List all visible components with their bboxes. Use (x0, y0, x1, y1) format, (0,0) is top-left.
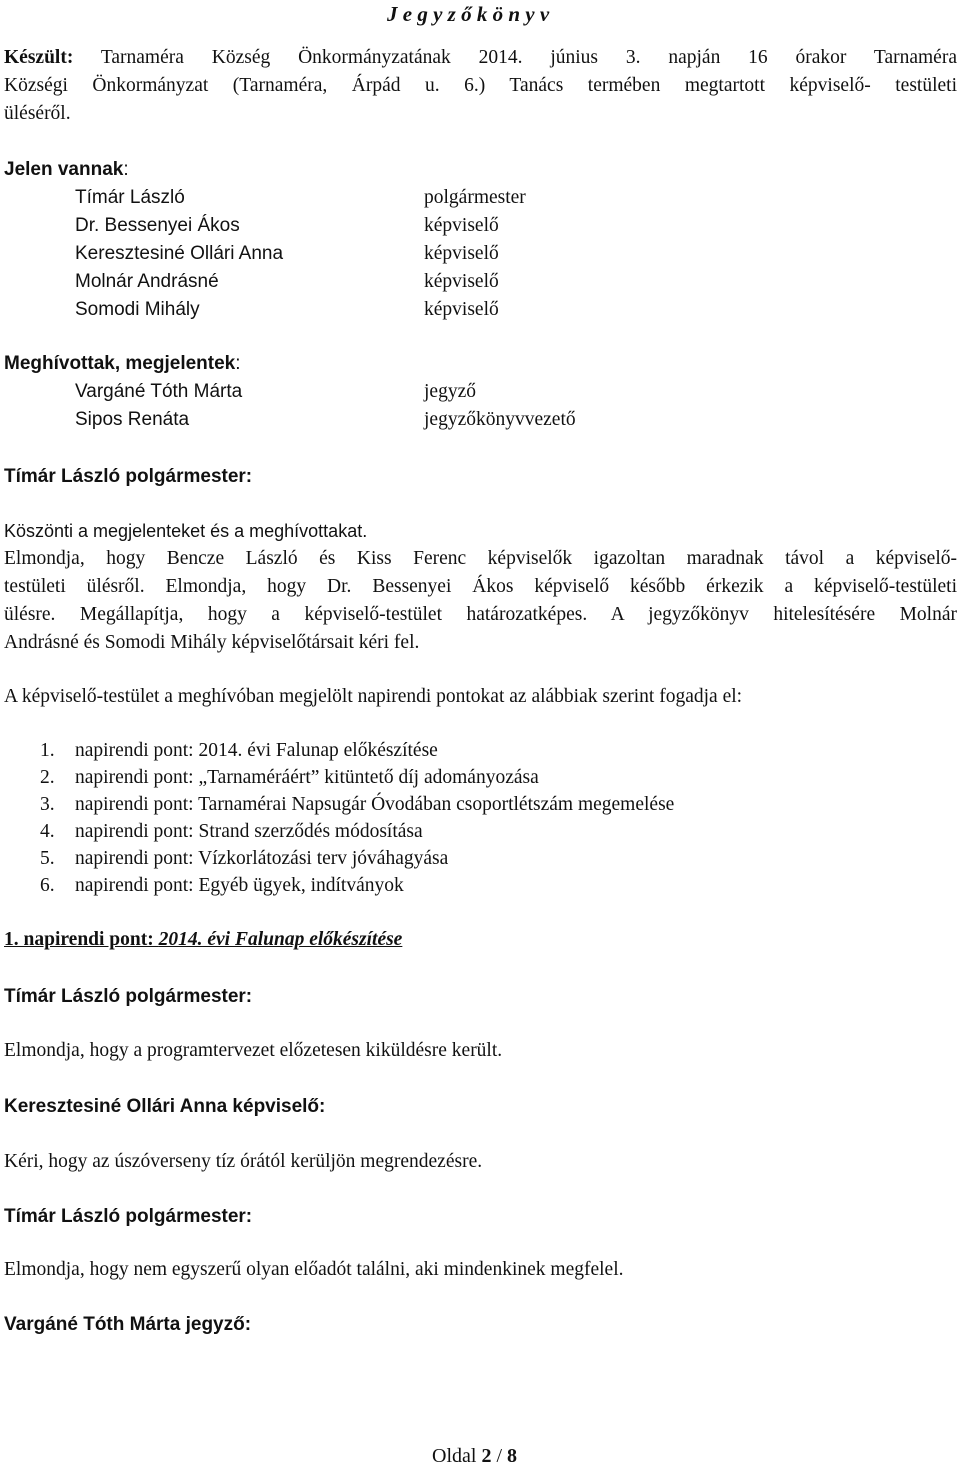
agenda-num: 1. (40, 740, 55, 761)
agenda-num: 5. (40, 848, 55, 869)
member-role: képviselő (424, 215, 499, 236)
section-year: 2014. (158, 929, 203, 950)
footer-sep: / (491, 1445, 507, 1467)
member-role: képviselő (424, 243, 499, 264)
footer-total: 8 (507, 1445, 517, 1467)
member-role: képviselő (424, 299, 499, 320)
speaker-heading: Tímár László polgármester: (4, 986, 253, 1007)
agenda-item (40, 794, 674, 816)
agenda-num: 4. (40, 821, 55, 842)
agenda-num: 2. (40, 767, 55, 788)
agenda-item (40, 821, 423, 843)
speaker-heading: Vargáné Tóth Márta jegyző: (4, 1314, 252, 1335)
invited-name: Sipos Renáta (75, 409, 190, 430)
agenda-item (40, 740, 438, 762)
speaker-heading: Keresztesiné Ollári Anna képviselő: (4, 1096, 326, 1117)
agenda-item (40, 767, 539, 789)
invited-heading (4, 353, 241, 375)
member-name: Dr. Bessenyei Ákos (75, 215, 240, 236)
invited-label: Meghívottak, megjelentek (4, 353, 236, 374)
agenda-text: napirendi pont: Egyéb ügyek, indítványok (75, 875, 404, 896)
speech-text: Elmondja, hogy nem egyszerű olyan előadót találni, aki mindenkinek megfelel. (4, 1259, 624, 1280)
page-footer (432, 1445, 517, 1468)
section-prefix: 1. napirendi pont: (4, 929, 159, 950)
speech-text: Elmondja, hogy a programtervezet előzetesen kiküldésre került. (4, 1040, 503, 1061)
invited-role: jegyző (424, 381, 476, 402)
section-rest: évi Falunap előkészítése (202, 929, 403, 950)
invited-name: Vargáné Tóth Márta (75, 381, 243, 402)
present-heading (4, 159, 129, 181)
intro-label: Készült: (4, 47, 74, 68)
speech-text: Kéri, hogy az úszóverseny tíz órától kerüljön megrendezésre. (4, 1151, 483, 1172)
member-role: polgármester (424, 187, 526, 208)
intro-line-3: üléséről. (4, 103, 71, 124)
para1-line-2: testületi ülésről. Elmondja, hogy Dr. Bessenyei Ákos képviselő később érkezik a képviselő-testületi (4, 576, 957, 597)
invited-role: jegyzőkönyvvezető (424, 409, 576, 430)
footer-prefix: Oldal (432, 1445, 482, 1467)
speaker-heading: Tímár László polgármester: (4, 466, 253, 487)
para1-line-1: Elmondja, hogy Bencze László és Kiss Ferenc képviselők igazoltan maradnak távol a képviselő- (4, 548, 957, 569)
invited-colon: : (235, 353, 241, 374)
speaker-heading: Tímár László polgármester: (4, 1206, 253, 1227)
intro-text-1: Tarnaméra Község Önkormányzatának 2014. június 3. napján 16 órakor Tarnaméra (100, 47, 957, 68)
agenda-text: napirendi pont: „Tarnaméráért” kitüntető díj adományozása (75, 767, 539, 788)
para1-line-4: Andrásné és Somodi Mihály képviselőtársait kéri fel. (4, 632, 420, 653)
agenda-text: napirendi pont: Strand szerződés módosítása (75, 821, 423, 842)
footer-page: 2 (481, 1445, 492, 1467)
agenda-text: napirendi pont: 2014. évi Falunap előkészítése (75, 740, 438, 761)
agenda-intro: A képviselő-testület a meghívóban megjelölt napirendi pontokat az alábbiak szerint fogadja el: (4, 686, 743, 707)
member-name: Molnár Andrásné (75, 271, 219, 292)
para1-line-3: ülésre. Megállapítja, hogy a képviselő-testület határozatképes. A jegyzőkönyv hitelesítésére Molnár (4, 604, 957, 625)
intro-line-1 (4, 47, 957, 69)
agenda-item (40, 848, 448, 870)
present-colon: : (123, 159, 129, 180)
member-name: Somodi Mihály (75, 299, 200, 320)
agenda-item (40, 875, 404, 897)
page-title: J e g y z ő k ö n y v (387, 2, 550, 26)
intro-line-2: Községi Önkormányzat (Tarnaméra, Árpád u. 6.) Tanács termében megtartott képviselő- testületi (4, 75, 957, 96)
present-label: Jelen vannak (4, 159, 124, 180)
section-heading (4, 929, 402, 951)
agenda-text: napirendi pont: Vízkorlátozási terv jóváhagyása (75, 848, 449, 869)
member-name: Tímár László (75, 187, 185, 208)
welcome-text: Köszönti a megjelenteket és a meghívottakat. (4, 521, 368, 541)
member-role: képviselő (424, 271, 499, 292)
member-name: Keresztesiné Ollári Anna (75, 243, 284, 264)
agenda-num: 3. (40, 794, 55, 815)
agenda-num: 6. (40, 875, 55, 896)
agenda-text: napirendi pont: Tarnamérai Napsugár Óvodában csoportlétszám megemelése (75, 794, 675, 815)
